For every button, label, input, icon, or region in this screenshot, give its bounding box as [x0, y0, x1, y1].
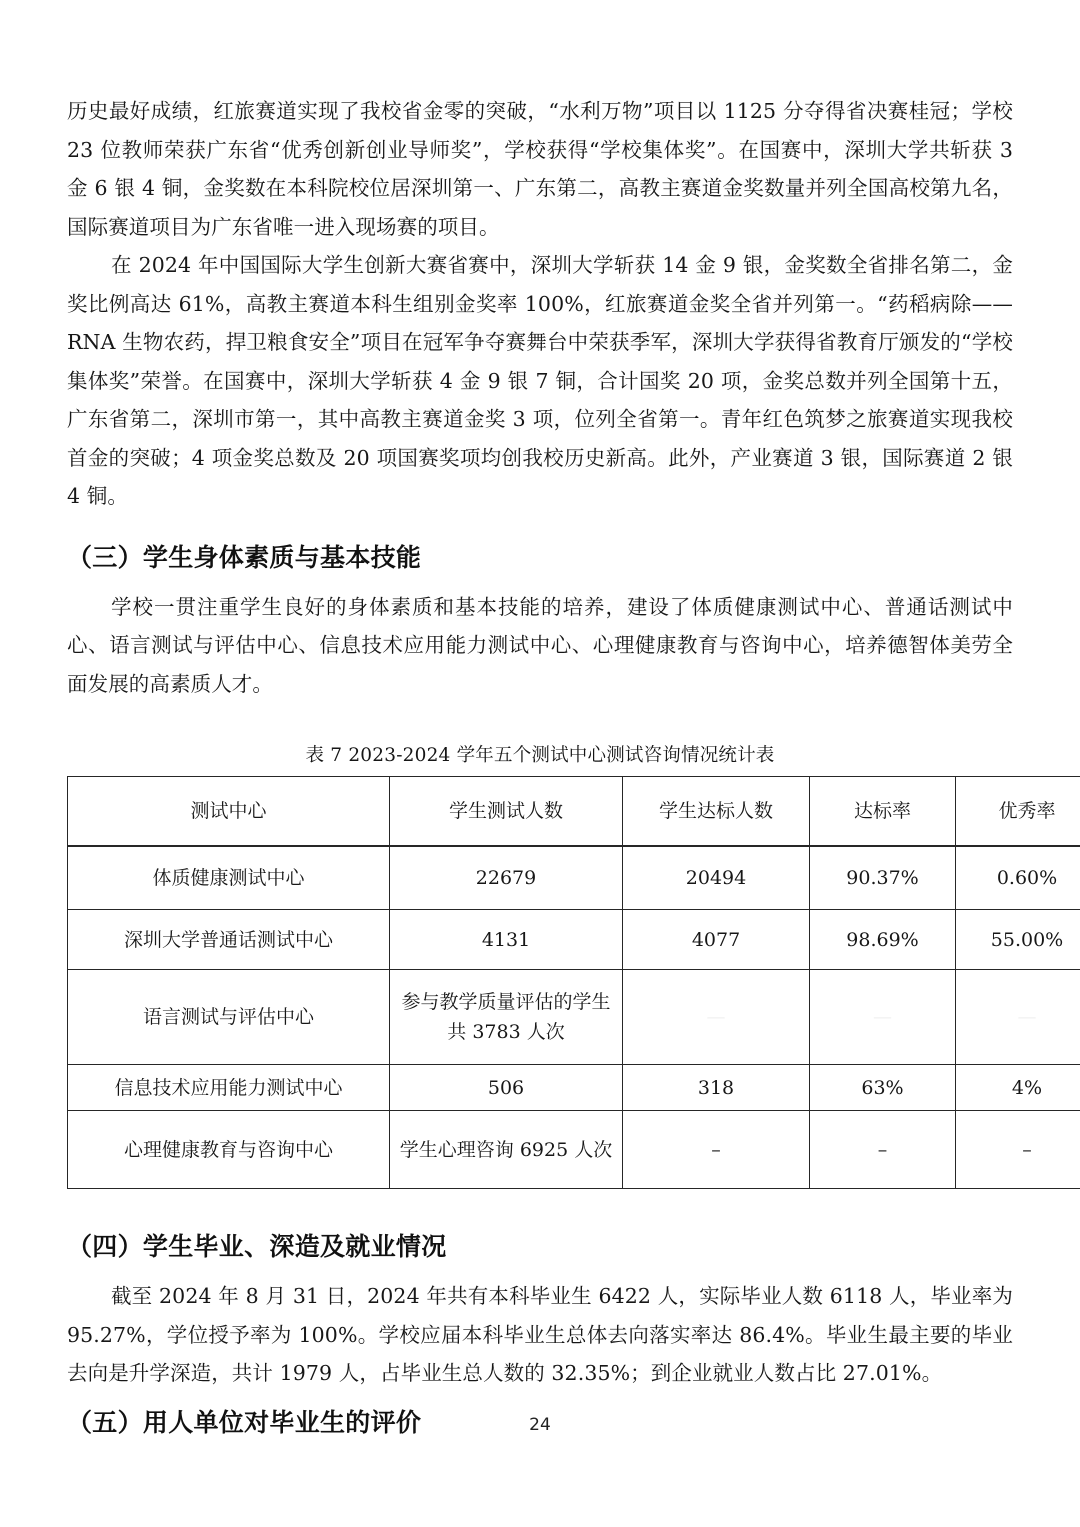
paragraph-physical-quality: 学校一贯注重学生良好的身体素质和基本技能的培养，建设了体质健康测试中心、普通话测试中心、语言测试与评估中心、信息技术应用能力测试中心、心理健康教育与咨询中心，培养德智体美劳全面发展的高素质人才。	[67, 594, 1013, 696]
table-caption: 表 7 2023-2024 学年五个测试中心测试咨询情况统计表	[305, 745, 775, 766]
heading-section-four: （四）学生毕业、深造及就业情况	[67, 1232, 447, 1261]
table-header-row	[68, 777, 1080, 847]
table-row	[68, 846, 1080, 910]
cell-tested: 参与教学质量评估的学生共 3783 人次	[390, 970, 623, 1065]
column-header-passed: 学生达标人数	[623, 777, 810, 847]
cell-center: 体质健康测试中心	[68, 846, 390, 910]
heading-section-three: （三）学生身体素质与基本技能	[67, 542, 422, 572]
heading-section-five: （五）用人单位对毕业生的评价	[67, 1407, 422, 1437]
table-block	[67, 743, 1064, 1189]
table-row	[68, 1065, 1080, 1111]
test-center-statistics-table	[67, 776, 1080, 1189]
paragraph-competition-history: 历史最好成绩，红旅赛道实现了我校省金零的突破，“水利万物”项目以 1125 分夺得省决赛桂冠；学校 23 位教师荣获广东省“优秀创新创业导师奖”，学校获得“学校集体奖”。在国赛中，深圳大学共斩获 3 金 6 银 4 铜，金奖数在本科院校位居深圳第一、广东第二，高教主赛道金奖数量并列全国高校第九名，国际赛道项目为广东省唯一进入现场赛的项目。	[67, 99, 1013, 239]
spacer	[67, 1267, 1013, 1277]
cell-excellent-rate: 0.60%	[956, 846, 1080, 910]
cell-passed: —	[623, 970, 810, 1065]
cell-tested: 4131	[390, 910, 623, 970]
cell-excellent-rate: 4%	[956, 1065, 1080, 1111]
cell-pass-rate: —	[810, 970, 956, 1065]
page-number: 24	[529, 1415, 551, 1435]
table-row	[68, 970, 1080, 1065]
cell-passed: 318	[623, 1065, 810, 1111]
cell-passed: 4077	[623, 910, 810, 970]
cell-passed: 20494	[623, 846, 810, 910]
cell-center: 深圳大学普通话测试中心	[68, 910, 390, 970]
cell-pass-rate: –	[810, 1111, 956, 1189]
paragraph-competition-2024: 在 2024 年中国国际大学生创新大赛省赛中，深圳大学斩获 14 金 9 银，金奖数全省排名第二，金奖比例高达 61%，高教主赛道本科生组别金奖率 100%，红旅赛道金奖全省并列第一。“药稻病除——RNA 生物农药，捍卫粮食安全”项目在冠军争夺赛舞台中荣获季军，深圳大学获得省教育厅颁发的“学校集体奖”荣誉。在国赛中，深圳大学斩获 4 金 9 银 7 铜，合计国奖 20 项，金奖总数并列全国第十五，广东省第二，深圳市第一，其中高教主赛道金奖 3 项，位列全省第一。青年红色筑梦之旅赛道实现我校首金的突破；4 项金奖总数及 20 项国赛奖项均创我校历史新高。此外，产业赛道 3 银，国际赛道 2 银 4 铜。	[67, 253, 1013, 508]
page-content	[67, 92, 1064, 1443]
cell-excellent-rate: –	[956, 1111, 1080, 1189]
cell-center: 信息技术应用能力测试中心	[68, 1065, 390, 1111]
column-header-tested: 学生测试人数	[390, 777, 623, 847]
cell-pass-rate: 90.37%	[810, 846, 956, 910]
table-row	[68, 1111, 1080, 1189]
spacer	[67, 1189, 1013, 1227]
cell-center: 心理健康教育与咨询中心	[68, 1111, 390, 1189]
cell-tested: 学生心理咨询 6925 人次	[390, 1111, 623, 1189]
cell-pass-rate: 63%	[810, 1065, 956, 1111]
table-body	[68, 846, 1080, 1189]
cell-pass-rate: 98.69%	[810, 910, 956, 970]
cell-excellent-rate: 55.00%	[956, 910, 1080, 970]
table-row	[68, 910, 1080, 970]
paragraph-graduation-employment: 截至 2024 年 8 月 31 日，2024 年共有本科毕业生 6422 人，实际毕业人数 6118 人，毕业率为 95.27%，学位授予率为 100%。学校应届本科毕业生总体去向落实率达 86.4%。毕业生最主要的毕业去向是升学深造，共计 1979 人，占毕业生总人数的 32.35%；到企业就业人数占比 27.01%。	[67, 1284, 1013, 1385]
spacer	[67, 578, 1013, 588]
column-header-excellent-rate: 优秀率	[956, 777, 1080, 847]
cell-tested: 22679	[390, 846, 623, 910]
spacer	[67, 516, 1013, 538]
column-header-center: 测试中心	[68, 777, 390, 847]
cell-passed: –	[623, 1111, 810, 1189]
cell-excellent-rate: —	[956, 970, 1080, 1065]
cell-tested: 506	[390, 1065, 623, 1111]
table-head	[68, 777, 1080, 847]
cell-center: 语言测试与评估中心	[68, 970, 390, 1065]
column-header-pass-rate: 达标率	[810, 777, 956, 847]
spacer	[67, 1393, 1013, 1403]
